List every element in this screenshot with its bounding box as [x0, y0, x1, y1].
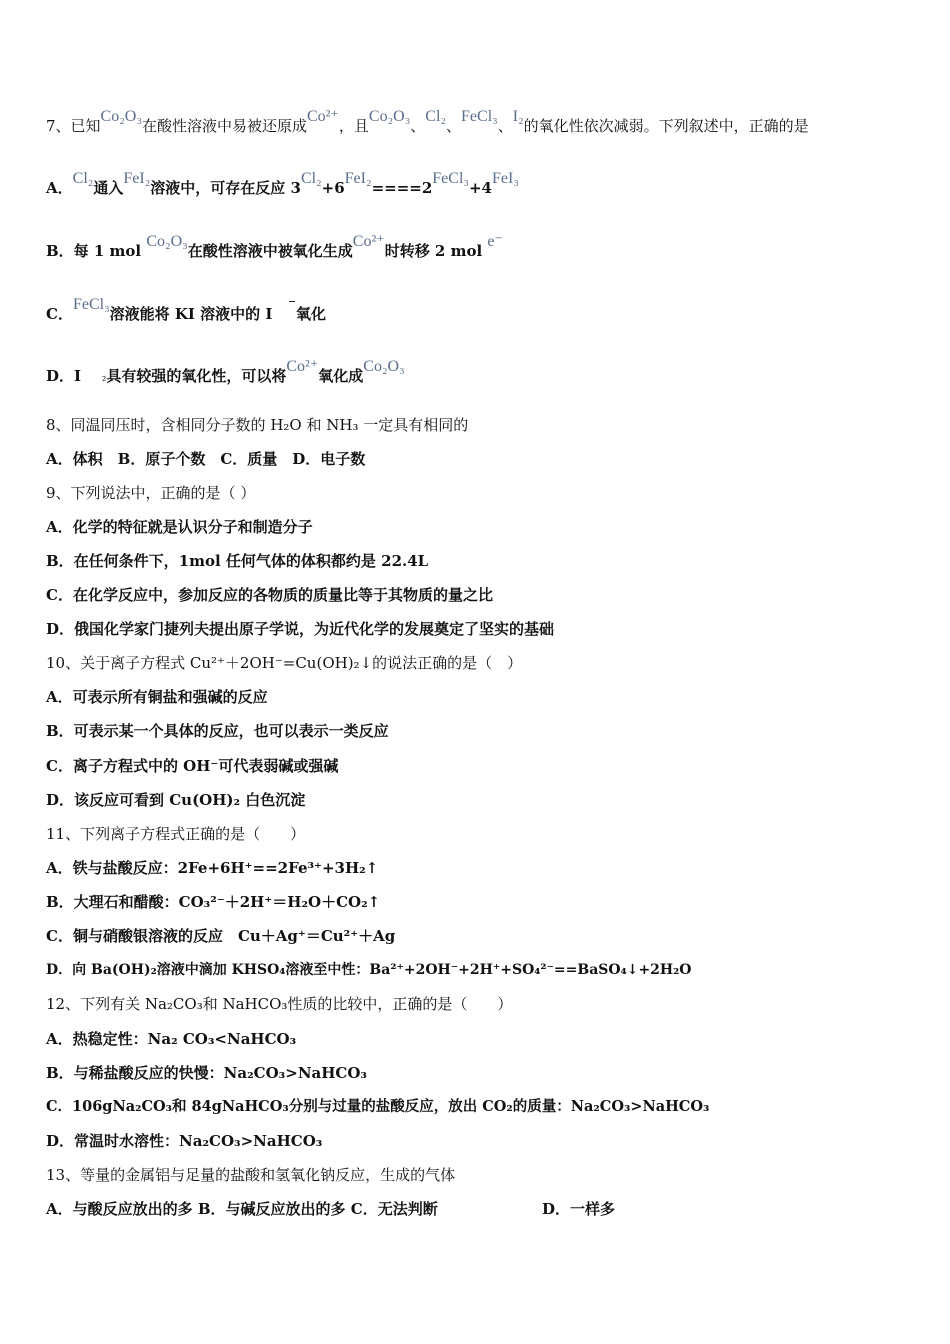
q11-option-c: C．铜与硝酸银溶液的反应 Cu＋Ag⁺＝Cu²⁺＋Ag: [46, 927, 396, 945]
q11-option-d: D．向 Ba(OH)₂溶液中滴加 KHSO₄溶液至中性：Ba²⁺+2OH⁻+2H⁺+SO₄²⁻==BaSO₄↓+2H₂O: [46, 962, 692, 978]
q9-option-b: B．在任何条件下，1mol 任何气体的体积都约是 22.4L: [46, 552, 429, 570]
formula-cl2: Cl₂: [425, 108, 446, 125]
q7-option-a: A．Cl₂通入FeI₂溶液中，可存在反应 3Cl₂+6FeI₂====2FeCl₃+4FeI₃: [46, 170, 519, 197]
formula-co2o3: Co₂O₃: [100, 108, 142, 125]
q12-stem: 12、下列有关 Na₂CO₃和 NaHCO₃性质的比较中，正确的是（ ）: [46, 995, 513, 1013]
q9-option-c: C．在化学反应中，参加反应的各物质的质量比等于其物质的量之比: [46, 586, 493, 604]
q11-stem: 11、下列离子方程式正确的是（ ）: [46, 825, 306, 843]
q11-option-b: B．大理石和醋酸：CO₃²⁻＋2H⁺＝H₂O＋CO₂↑: [46, 893, 381, 911]
q7-option-c: C．FeCl₃溶液能将 KI 溶液中的 I ⁻氧化: [46, 295, 327, 323]
q7-option-b: B．每 1 mol Co₂O₃在酸性溶液中被氧化生成Co²⁺时转移 2 mol e⁻: [46, 233, 503, 260]
q12-option-b: B．与稀盐酸反应的快慢：Na₂CO₃>NaHCO₃: [46, 1064, 367, 1082]
q12-option-c: C．106gNa₂CO₃和 84gNaHCO₃分别与过量的盐酸反应，放出 CO₂的质量：Na₂CO₃>NaHCO₃: [46, 1098, 710, 1115]
q12-option-a: A．热稳定性：Na₂ CO₃<NaHCO₃: [46, 1030, 297, 1048]
q10-stem: 10、关于离子方程式 Cu²⁺＋2OH⁻=Cu(OH)₂↓的说法正确的是（ ）: [46, 654, 523, 672]
q9-option-d: D．俄国化学家门捷列夫提出原子学说，为近代化学的发展奠定了坚实的基础: [46, 620, 555, 638]
q10-option-c: C．离子方程式中的 OH⁻可代表弱碱或强碱: [46, 757, 339, 775]
q9-stem: 9、下列说法中，正确的是（ ）: [46, 484, 256, 502]
q13-options-abc: A．与酸反应放出的多 B．与碱反应放出的多 C．无法判断: [46, 1200, 438, 1218]
q12-option-d: D．常温时水溶性：Na₂CO₃>NaHCO₃: [46, 1132, 323, 1150]
q9-option-a: A．化学的特征就是认识分子和制造分子: [46, 518, 313, 536]
q13-stem: 13、等量的金属铝与足量的盐酸和氢氧化钠反应，生成的气体: [46, 1166, 456, 1184]
q13-option-d: D．一样多: [542, 1200, 616, 1218]
formula-fecl3: FeCl₃: [461, 108, 498, 125]
formula-i2: I₂: [512, 108, 524, 125]
q7-stem: 7、已知Co₂O₃在酸性溶液中易被还原成Co²⁺，且Co₂O₃、Cl₂、FeCl₃、I₂的氧化性依次减弱。下列叙述中，正确的是: [46, 108, 809, 135]
q10-option-d: D．该反应可看到 Cu(OH)₂ 白色沉淀: [46, 791, 306, 809]
q11-option-a: A．铁与盐酸反应：2Fe+6H⁺==2Fe³⁺+3H₂↑: [46, 859, 379, 877]
q8-stem: 8、同温同压时，含相同分子数的 H₂O 和 NH₃ 一定具有相同的: [46, 416, 469, 434]
q7-option-d: D．I ₂具有较强的氧化性，可以将Co²⁺氧化成Co₂O₃: [46, 358, 405, 385]
q10-option-a: A．可表示所有铜盐和强碱的反应: [46, 688, 268, 706]
q10-option-b: B．可表示某一个具体的反应，也可以表示一类反应: [46, 722, 389, 740]
formula-co2plus: Co²⁺: [306, 108, 339, 125]
q8-options: A．体积 B．原子个数 C．质量 D．电子数: [46, 450, 366, 468]
